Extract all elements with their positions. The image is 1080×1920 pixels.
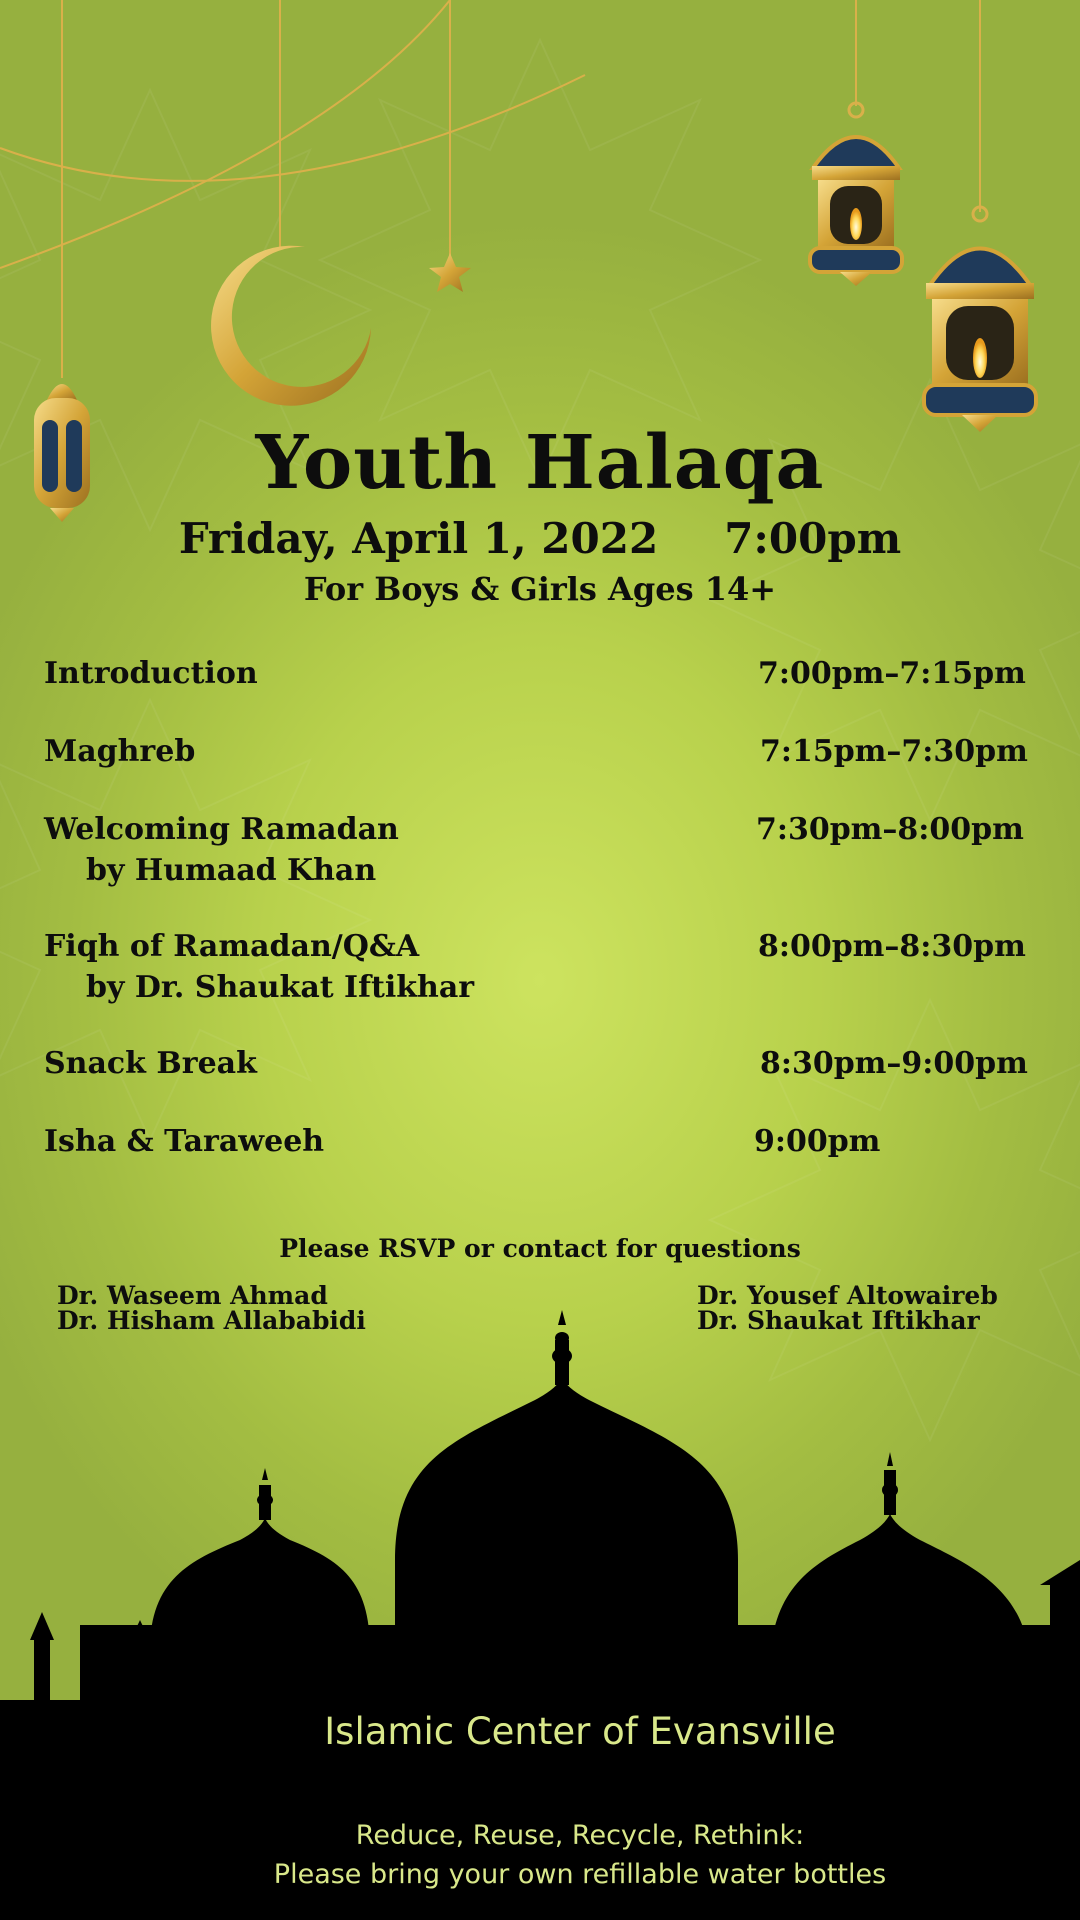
schedule-item-speaker: by Humaad Khan [86,853,377,888]
contacts-left [57,1283,366,1333]
contacts-right [697,1283,998,1333]
crescent-moon-icon [211,246,371,406]
schedule-item [44,812,1044,888]
schedule-item [44,1046,1044,1081]
schedule-item [44,734,1044,769]
schedule-item-name: Maghreb [44,734,196,769]
schedule-item-time: 7:30pm–8:00pm [756,812,1024,847]
footer-message-line: Please bring your own refillable water bottles [273,1859,887,1890]
organization-name: Islamic Center of Evansville [324,1710,836,1753]
lantern-icon [924,207,1036,432]
schedule-item-time: 8:00pm–8:30pm [758,929,1026,964]
event-time: 7:00pm [724,514,902,563]
schedule-item [44,1124,1044,1159]
schedule-item-time: 8:30pm–9:00pm [760,1046,1028,1081]
schedule-item-name: Fiqh of Ramadan/Q&A [44,929,420,964]
rsvp-heading: Please RSVP or contact for questions [279,1234,801,1263]
schedule-item-time: 7:00pm–7:15pm [758,656,1026,691]
schedule-item-name: Snack Break [44,1046,257,1081]
contact-name: Dr. Waseem Ahmad [57,1281,328,1310]
contact-name: Dr. Yousef Altowaireb [697,1281,998,1310]
schedule-item-speaker: by Dr. Shaukat Iftikhar [86,970,475,1005]
schedule-item-time: 9:00pm [754,1124,881,1159]
contact-name: Dr. Hisham Allababidi [57,1306,366,1335]
schedule-item-time: 7:15pm–7:30pm [760,734,1028,769]
schedule-item-name: Introduction [44,656,258,691]
event-date: Friday, April 1, 2022 [178,514,659,563]
schedule-item [44,929,1044,1005]
event-audience: For Boys & Girls Ages 14+ [303,570,777,608]
lantern-icon [810,103,902,286]
footer-message [0,1816,1080,1894]
star-icon [429,253,471,292]
schedule-item-name: Isha & Taraweeh [44,1124,325,1159]
footer-message-line: Reduce, Reuse, Recycle, Rethink: [355,1820,805,1851]
event-title: Youth Halaqa [255,420,825,506]
schedule-item-name: Welcoming Ramadan [44,812,399,847]
contact-name: Dr. Shaukat Iftikhar [697,1306,980,1335]
event-date-time [0,514,1080,563]
schedule-item [44,656,1044,691]
